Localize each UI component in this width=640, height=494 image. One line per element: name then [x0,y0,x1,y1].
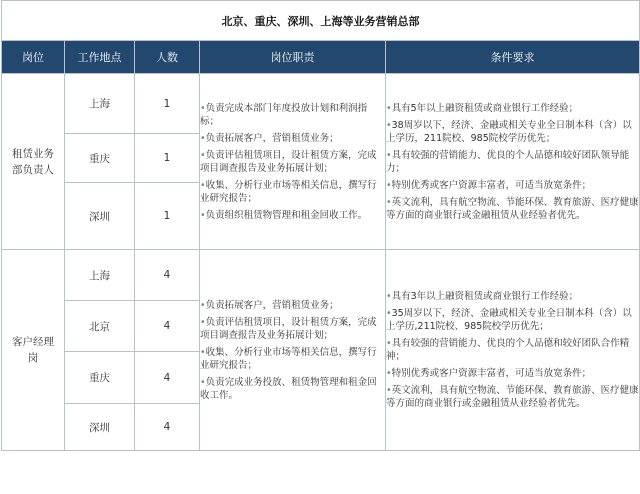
count-cell: 4 [135,404,200,451]
list-item: •英文流利，具有航空物流、节能环保、教育旅游、医疗健康等方面的商业银行或金融租赁从业经验者优先。 [386,385,639,409]
bullet-icon: • [200,102,206,114]
header-requirements: 条件要求 [386,41,640,74]
bullet-icon: • [200,299,206,311]
location-cell: 深圳 [65,183,135,250]
table-row [2,74,640,134]
requirements-cell [386,250,640,451]
table-row [2,250,640,301]
list-item: •收集、分析行业市场等相关信息，撰写行业研究报告； [200,179,377,204]
table-title: 北京、重庆、深圳、上海等业务营销总部 [2,1,640,41]
count-cell: 1 [135,74,200,134]
list-item: •负责组织租赁物管理和租金回收工作。 [200,209,368,221]
position-name: 客户经理岗 [12,336,54,364]
header-duties: 岗位职责 [200,41,386,74]
bullet-icon: • [200,132,206,144]
bullet-icon: • [386,338,392,349]
position-name: 租赁业务部负责人 [12,147,54,176]
header-row [2,41,640,74]
bullet-icon: • [200,346,206,358]
recruitment-table [1,0,640,451]
duties-cell [200,74,386,250]
duties-cell [200,250,386,451]
bullet-icon: • [386,149,392,161]
bullet-icon: • [386,196,392,208]
bullet-icon: • [200,179,206,191]
list-item: •英文流利，具有航空物流、节能环保、教育旅游、医疗健康等方面的商业银行或金融租赁从业经验者优先。 [386,196,639,221]
location-cell: 上海 [65,74,135,134]
bullet-icon: • [200,376,206,388]
count-cell: 4 [135,250,200,301]
location-cell: 重庆 [65,352,135,404]
bullet-icon: • [386,119,392,131]
count-cell: 1 [135,134,200,183]
bullet-icon: • [386,308,392,319]
count-cell: 4 [135,352,200,404]
list-item: •具有较强的营销能力、优良的个人品德和较好团队领导能力； [386,149,630,174]
list-item: •负责完成本部门年度投放计划和利润指标； [200,102,368,127]
location-cell: 重庆 [65,134,135,183]
count-cell: 1 [135,183,200,250]
list-item: •负责拓展客户，营销租赁业务； [200,299,339,311]
bullet-icon: • [386,368,392,379]
list-item: •负责评估租赁项目，设计租赁方案，完成项目调查报告及业务拓展计划； [200,149,377,174]
location-cell: 北京 [65,301,135,352]
list-item: •38周岁以下，经济、金融或相关专业全日制本科（含）以上学历，211院校、985院校学历优先； [386,119,632,144]
header-position: 岗位 [2,41,65,74]
bullet-icon: • [386,102,392,114]
count-cell: 4 [135,301,200,352]
location-cell: 深圳 [65,404,135,451]
list-item: •具有较强的营销能力、优良的个人品德和较好团队合作精神； [386,338,630,362]
list-item: •负责拓展客户，营销租赁业务； [200,132,339,144]
list-item: •收集、分析行业市场等相关信息，撰写行业研究报告； [200,346,377,371]
location-cell: 上海 [65,250,135,301]
header-count: 人数 [135,41,200,74]
position-cell [2,74,65,250]
list-item: •具有5年以上融资租赁或商业银行工作经验； [386,102,579,114]
bullet-icon: • [386,291,392,302]
list-item: •35周岁以下，经济、金融或相关专业全日制本科（含）以上学历,211院校、985院校学历优先； [386,308,632,332]
position-cell [2,250,65,451]
bullet-icon: • [386,179,392,191]
list-item: •特别优秀或客户资源丰富者，可适当放宽条件； [386,179,592,191]
list-item: •具有3年以上融资租赁或商业银行工作经验； [386,291,579,302]
list-item: •特别优秀或客户资源丰富者，可适当放宽条件； [386,368,592,379]
list-item: •负责完成业务投放、租赁物管理和租金回收工作。 [200,376,377,401]
header-location: 工作地点 [65,41,135,74]
bullet-icon: • [200,209,206,221]
list-item: •负责评估租赁项目，设计租赁方案，完成项目调查报告及业务拓展计划； [200,316,377,341]
bullet-icon: • [200,149,206,161]
bullet-icon: • [200,316,206,328]
bullet-icon: • [386,385,392,396]
requirements-cell [386,74,640,250]
